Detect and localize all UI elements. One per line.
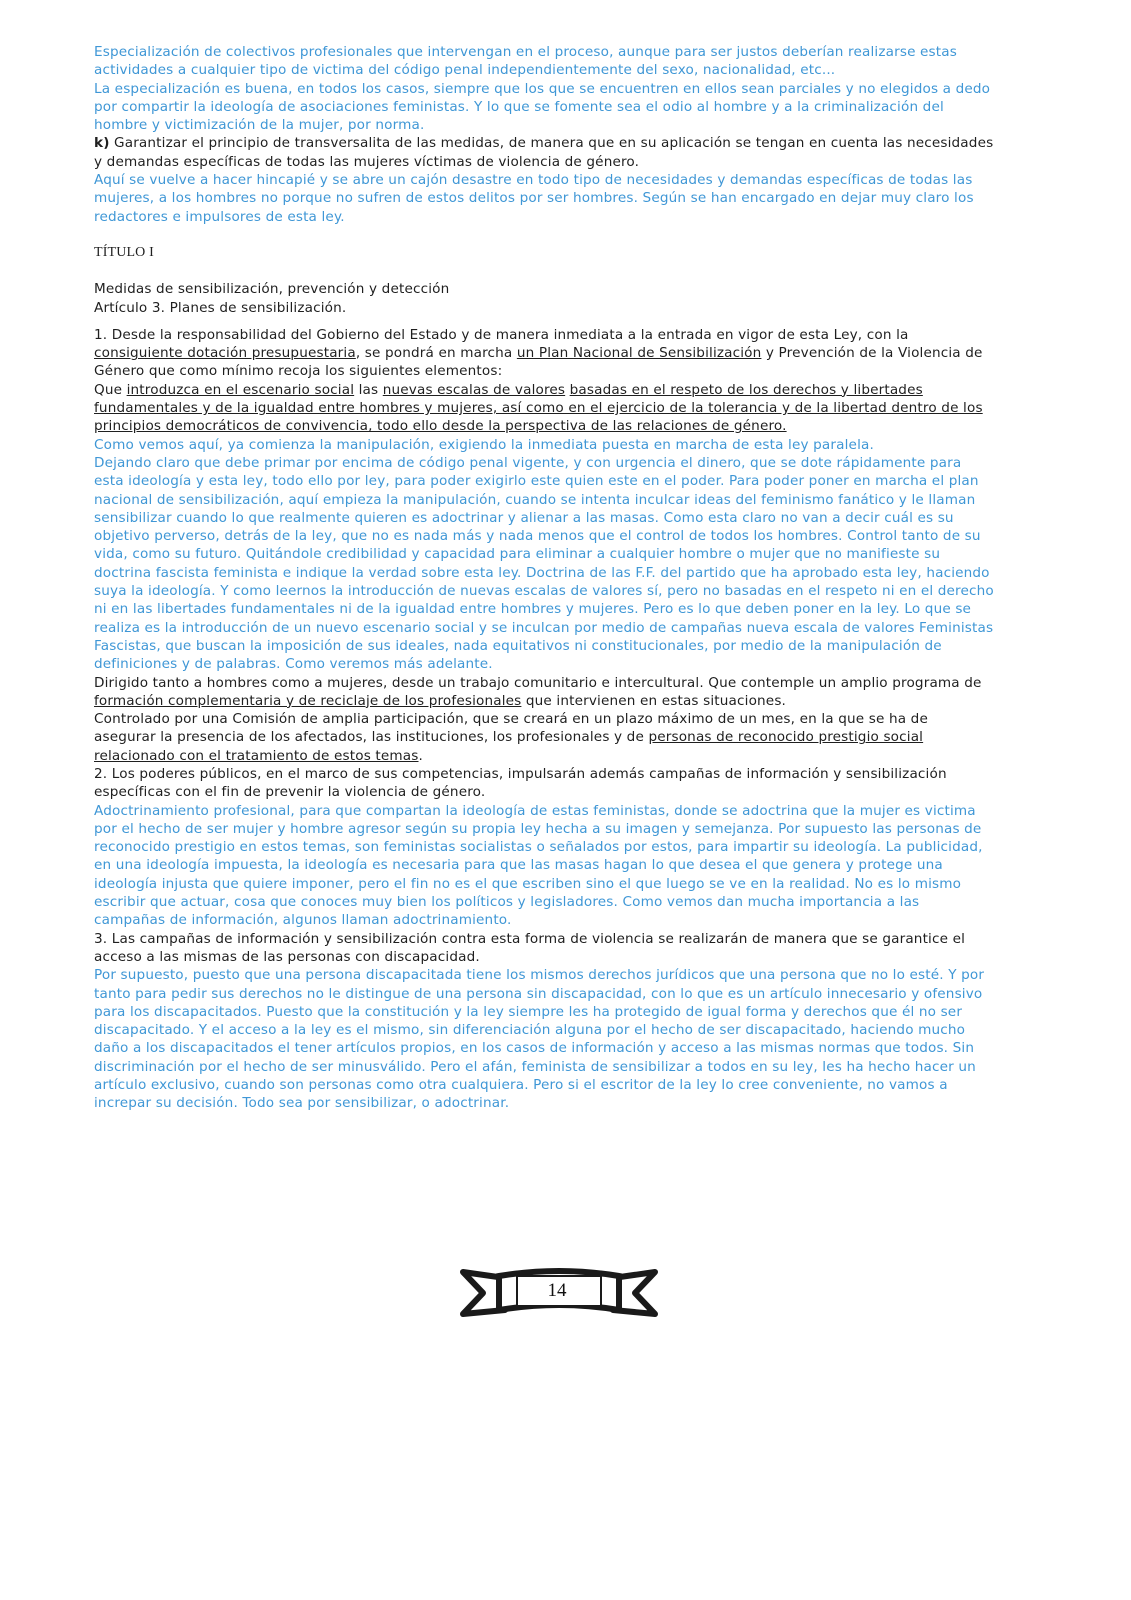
underlined-text: un Plan Nacional de Sensibilización: [516, 345, 762, 362]
section-subtitle: Medidas de sensibilización, prevención y detección: [94, 281, 450, 298]
underlined-text: personas de reconocido prestigio social relacionado con el tratamiento de estos temas: [94, 729, 924, 764]
law-paragraph-controlado: [94, 710, 994, 765]
commentary-paragraph: Adoctrinamiento profesional, para que compartan la ideología de estas feministas, donde se adoctrina que la mujer es victima por el hecho de ser mujer y hombre agresor según su propia ley hecha a su imagen y semejanza. Por supuesto las personas de reconocido prestigio en estos temas, son feministas socialistas o señalados por estos, para impartir su ideología. La publicidad, en una ideología impuesta, la ideología es necesaria para que las masas hagan lo que desea el que genera y protege una ideología injusta que quiere imponer, pero el fin no es el que escriben sino el que luego se ve en la realidad. No es lo mismo escribir que actuar, cosa que conoces muy bien los políticos y legisladores. Como vemos dan mucha importancia a las campañas de información, algunos llaman adoctrinamiento.: [94, 802, 983, 929]
clause-label: k): [94, 135, 110, 152]
text-run: Dirigido tanto a hombres como a mujeres, desde un trabajo comunitario e intercultural. Que contemple un amplio programa de: [94, 674, 982, 691]
clause-text: Garantizar el principio de transversalita de las medidas, de manera que en su aplicación se tengan en cuenta las necesidades y demandas específicas de todas las mujeres víctimas de violencia de género.: [94, 135, 994, 170]
text-run: Controlado por una Comisión de amplia participación, que se creará en un plazo máximo de un mes, en la que se ha de asegurar la presencia de los afectados, las instituciones, los profesionales y de: [94, 711, 928, 746]
text-run: y Prevención de la Violencia de Género que como mínimo recoja los siguientes elementos:: [94, 345, 983, 380]
commentary-paragraph: La especialización es buena, en todos los casos, siempre que los que se encuentren en ellos sean parciales y no elegidos a dedo por compartir la ideología de asociaciones feministas. Y lo que se fomente sea el odio al hombre y a la criminalización del hombre y victimización de la mujer, por norma.: [94, 80, 991, 134]
document-page: [94, 43, 994, 1113]
law-paragraph-2: 2. Los poderes públicos, en el marco de sus competencias, impulsarán además campañas de información y sensibilización específicas con el fin de prevenir la violencia de género.: [94, 765, 947, 801]
text-run: .: [418, 747, 423, 764]
spacer: [94, 262, 994, 280]
underlined-text: formación complementaria y de reciclaje de los profesionales: [94, 692, 522, 709]
law-clause-k: [94, 134, 994, 171]
underlined-text: nuevas escalas de valores: [382, 381, 566, 398]
text-run: , se pondrá en marcha: [355, 345, 517, 362]
law-paragraph-3: 3. Las campañas de información y sensibilización contra esta forma de violencia se realizarán de manera que se garantice el acceso a las mismas de las personas con discapacidad.: [94, 930, 966, 965]
underlined-text: basadas en el respeto de los derechos y libertades fundamentales y de la igualdad entre hombres y mujeres, así como en el ejercicio de la tolerancia y de la libertad dentro de los principios democráticos de convivencia, todo ello desde la perspectiva de las relaciones de género.: [94, 381, 983, 435]
text-run: las: [354, 381, 383, 398]
commentary-paragraph: Especialización de colectivos profesionales que intervengan en el proceso, aunque para ser justos deberían realizarse estas actividades a cualquier tipo de victima del código penal independientemente del sexo, nacionalidad, etc...: [94, 44, 957, 79]
text-run: que intervienen en estas situaciones.: [521, 692, 787, 709]
commentary-paragraph: Aquí se vuelve a hacer hincapié y se abre un cajón desastre en todo tipo de necesidades y demandas específicas de todas las mujeres, a los hombres no porque no sufren de estos delitos por ser hombres. Según se han encargado en dejar muy claro los redactores e impulsores de esta ley.: [94, 172, 974, 225]
spacer: [94, 317, 994, 326]
page-number: 14: [547, 1280, 567, 1301]
text-run: 1. Desde la responsabilidad del Gobierno del Estado y de manera inmediata a la entrada en vigor de esta Ley, con la: [94, 326, 909, 343]
article-heading: Artículo 3. Planes de sensibilización.: [94, 299, 347, 316]
commentary-paragraph: Como vemos aquí, ya comienza la manipulación, exigiendo la inmediata puesta en marcha de esta ley paralela.: [94, 436, 874, 453]
underlined-text: introduzca en el escenario social: [126, 381, 355, 398]
law-paragraph-dirigido: [94, 674, 994, 711]
text-run: Que: [94, 381, 127, 398]
section-title: TÍTULO I: [94, 244, 154, 260]
law-paragraph-1: [94, 326, 994, 436]
commentary-paragraph: Por supuesto, puesto que una persona discapacitada tiene los mismos derechos jurídicos que una persona que no lo esté. Y por tanto para pedir sus derechos no le distingue de una persona sin discapacidad, con lo que es un artículo innecesario y ofensivo para los discapacitados. Puesto que la constitución y la ley siempre les ha protegido de igual forma y derechos que él no ser discapacitado. Y el acceso a la ley es el mismo, sin diferenciación alguna por el hecho de ser discapacitado, haciendo mucho daño a los discapacitados el tener artículos propios, en los casos de información y acceso a las mismas normas que todos. Sin discriminación por el hecho de ser minusválido. Pero el afán, feminista de sensibilizar a todos en su ley, les ha hecho hacer un artículo exclusivo, cuando son personas como otra cualquiera. Pero si el escritor de la ley lo cree conveniente, no vamos a increpar su decisión. Todo sea por sensibilizar, o adoctrinar.: [94, 967, 985, 1112]
underlined-text: consiguiente dotación presupuestaria: [94, 345, 356, 362]
page-number-ribbon: [459, 1266, 659, 1318]
spacer: [94, 226, 994, 244]
commentary-paragraph: Dejando claro que debe primar por encima de código penal vigente, y con urgencia el dinero, que se dote rápidamente para esta ideología y esta ley, todo ello por ley, para poder exigirlo este quien este en el poder. Para poder poner en marcha el plan nacional de sensibilización, aquí empieza la manipulación, cuando se intenta inculcar ideas del feminismo fanático y le llaman sensibilizar cuando lo que realmente quieren es adoctrinar y alienar a las masas. Como esta claro no van a decir cuál es su objetivo perverso, detrás de la ley, que no es nada más y nada menos que el control de todos los hombres. Control tanto de su vida, como su futuro. Quitándole credibilidad y capacidad para eliminar a cualquier hombre o mujer que no manifieste su doctrina fascista feminista e indique la verdad sobre esta ley. Doctrina de las F.F. del partido que ha aprobado esta ley, haciendo suya la ideología. Y como leernos la introducción de nuevas escalas de valores sí, pero no basadas en el respeto ni en el derecho ni en las libertades fundamentales ni de la igualdad entre hombres y mujeres. Pero es lo que deben poner en la ley. Lo que se realiza es la introducción de un nuevo escenario social y se inculcan por medio de campañas nueva escala de valores Feministas Fascistas, que buscan la imposición de sus ideales, nada equitativos ni constitucionales, por medio de la manipulación de definiciones y de palabras. Como veremos más adelante.: [94, 454, 994, 673]
